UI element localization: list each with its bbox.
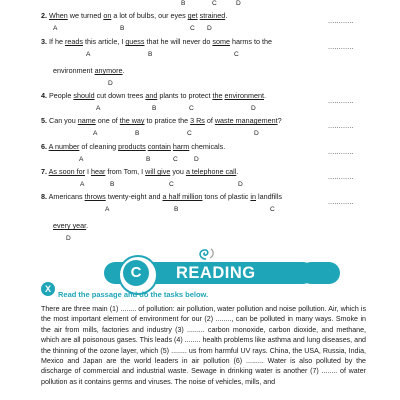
option-letter: C [189, 105, 194, 112]
question-number: 6. [41, 142, 47, 151]
question-continuation [53, 66, 125, 75]
q1-letter-d: D [236, 0, 241, 7]
option-letter: D [238, 181, 243, 188]
option-letter: B [148, 51, 153, 58]
underlined-word: should [73, 91, 95, 100]
sentence-text: . [264, 91, 267, 100]
option-letter: A [53, 25, 58, 32]
underlined-word: When [49, 11, 68, 20]
sentence-text: of cleaning [79, 142, 119, 151]
section-letter: C [123, 260, 149, 286]
answer-blank[interactable]: ............ [328, 123, 354, 130]
sentence-text: we turned [67, 11, 104, 20]
option-letter: D [108, 80, 113, 87]
answer-blank[interactable]: ............ [328, 44, 354, 51]
answer-blank[interactable]: ............ [328, 98, 354, 105]
underlined-word: 3 Rs [190, 116, 205, 125]
option-letter: C [270, 206, 275, 213]
sentence-text: harms to the [230, 37, 272, 46]
sentence-text: Can you [49, 116, 78, 125]
underlined-word: a half million [162, 192, 203, 201]
underlined-word: hear [90, 167, 106, 176]
underlined-word: contain [147, 142, 171, 151]
task-instruction: Read the passage and do the tasks below. [58, 290, 209, 299]
underlined-word: reads [64, 37, 83, 46]
underlined-word: the [212, 91, 223, 100]
option-letter: C [190, 25, 195, 32]
option-letter: D [251, 105, 256, 112]
question-number: 2. [41, 11, 47, 20]
question-7 [41, 167, 238, 176]
question-number: 8. [41, 192, 47, 201]
sentence-text: environment [53, 66, 95, 75]
option-letter: A [79, 156, 84, 163]
q1-letter-c: C [212, 0, 217, 7]
underlined-word: get [187, 11, 198, 20]
question-2 [41, 11, 227, 20]
underlined-word: every year [53, 221, 87, 230]
sentence-text: tons of plastic [202, 192, 251, 201]
option-letter: A [86, 51, 91, 58]
option-letter: D [194, 156, 199, 163]
reading-passage [41, 304, 366, 387]
answer-blank[interactable]: ............ [328, 18, 354, 25]
underlined-word: anymore [94, 66, 123, 75]
option-letter: A [93, 130, 98, 137]
section-title: READING [176, 264, 256, 282]
sentence-text: one of [95, 116, 120, 125]
underlined-word: a telephone call [185, 167, 237, 176]
sentence-text: you [170, 167, 186, 176]
option-letter: C [169, 181, 174, 188]
option-letter: A [105, 206, 110, 213]
option-letter: A [80, 181, 85, 188]
sentence-text: twenty-eight and [105, 192, 163, 201]
sentence-text: that he will never do [144, 37, 213, 46]
question-8 [41, 192, 282, 201]
underlined-word: strained [199, 11, 226, 20]
question-5 [41, 116, 282, 125]
sentence-text: this article, I [82, 37, 126, 46]
sentence-text: to pratice the [144, 116, 191, 125]
question-6 [41, 142, 225, 151]
swirl-icon [196, 245, 216, 261]
underlined-word: A number [48, 142, 80, 151]
question-continuation [53, 221, 88, 230]
sentence-text: . [225, 11, 228, 20]
sentence-text: . [236, 167, 239, 176]
sentence-text: If he [49, 37, 65, 46]
option-letter: B [152, 105, 157, 112]
option-letter: B [146, 156, 151, 163]
option-letter: D [254, 130, 259, 137]
answer-blank[interactable]: ............ [328, 199, 354, 206]
answer-blank[interactable]: ............ [328, 149, 354, 156]
underlined-word: products [118, 142, 146, 151]
underlined-word: will give [145, 167, 171, 176]
option-letter: B [120, 25, 125, 32]
option-letter: C [234, 51, 239, 58]
underlined-word: waste management [214, 116, 278, 125]
underlined-word: As soon for [48, 167, 85, 176]
question-number: 7. [41, 167, 47, 176]
sentence-text: I [84, 167, 91, 176]
sentence-text: ? [277, 116, 282, 125]
question-number: 4. [41, 91, 47, 100]
section-header-band-end [300, 262, 340, 284]
sentence-text: a lot of bulbs, our eyes [111, 11, 188, 20]
sentence-text: Americans [48, 192, 85, 201]
option-letter: D [207, 25, 212, 32]
underlined-word: guess [125, 37, 145, 46]
sentence-text: . [86, 221, 89, 230]
q1-letter-b: B [181, 0, 186, 7]
option-letter: A [96, 105, 101, 112]
question-4 [41, 91, 266, 100]
option-letter: B [135, 130, 140, 137]
question-number: 5. [41, 116, 47, 125]
underlined-word: some [212, 37, 230, 46]
option-letter: D [66, 235, 71, 242]
underlined-word: environment [224, 91, 265, 100]
question-3 [41, 37, 272, 46]
underlined-word: and [145, 91, 158, 100]
sentence-text: landfills [256, 192, 282, 201]
option-letter: B [110, 181, 115, 188]
underlined-word: name [77, 116, 96, 125]
underlined-word: throws [84, 192, 106, 201]
sentence-text: plants to protect [157, 91, 213, 100]
option-letter: B [174, 206, 179, 213]
underlined-word: harm [172, 142, 190, 151]
option-letter: C [173, 156, 178, 163]
option-letter: C [187, 130, 192, 137]
sentence-text: chemicals. [189, 142, 226, 151]
answer-blank[interactable]: ............ [328, 174, 354, 181]
sentence-text: cut down trees [94, 91, 146, 100]
sentence-text: . [122, 66, 125, 75]
passage-text: There are three main (1) ........ of pollution: air pollution, water pollution and noise pollution. Air, which is the most important element of environment for our (2) ........, can be polluted in many ways. Smoke in the air from mills, factories and industry (3) ......... carbon monoxide, carbon dioxide, and methane, which are all poisonous gases. This leads (4) ........ health problems like asthma and lung diseases, and the thinning of the ozone layer, which (5) ........ us from harmful UV rays. China, the USA, Russia, India, Mexico and Japan are the world leaders in air pollution (6) ......... Water is also polluted by the discharge of commercial and industrial waste. Sewage in drinking water is another (7) ........ of water pollution as it contains germs and viruses. The noise of vehicles, mills, and [41, 305, 366, 386]
underlined-word: in [250, 192, 256, 201]
question-number: 3. [41, 37, 47, 46]
sentence-text: from Tom, I [105, 167, 146, 176]
sentence-text: People [49, 91, 74, 100]
underlined-word: the way [119, 116, 145, 125]
underlined-word: on [103, 11, 112, 20]
task-marker-icon: X [41, 282, 55, 296]
sentence-text: of [204, 116, 215, 125]
